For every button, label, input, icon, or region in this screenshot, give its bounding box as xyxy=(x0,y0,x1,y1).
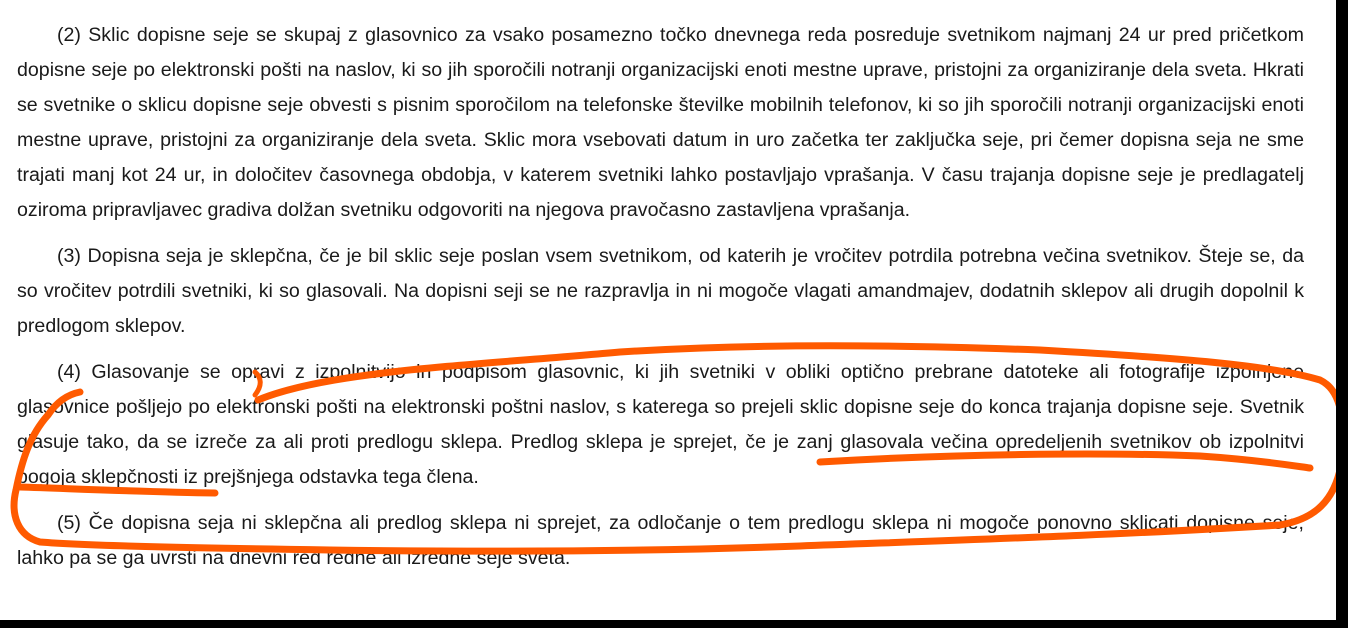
document-body xyxy=(17,18,1304,587)
paragraph-4: (4) Glasovanje se opravi z izpolnitvijo in podpisom glasovnic, ki jih svetniki v obliki optično prebrane datoteke ali fotografije izpolnjene glasovnice pošljejo po elektronski pošti na elektronski poštni naslov, s katerega so prejeli sklic dopisne seje do konca trajanja dopisne seje. Svetnik glasuje tako, da se izreče za ali proti predlogu sklepa. Predlog sklepa je sprejet, če je zanj glasovala večina opredeljenih svetnikov ob izpolnitvi pogoja sklepčnosti iz prejšnjega odstavka tega člena. xyxy=(17,361,1304,488)
paragraph-3: (3) Dopisna seja je sklepčna, če je bil sklic seje poslan vsem svetnikom, od katerih je vročitev potrdila potrebna večina svetnikov. Šteje se, da so vročitev potrdili svetniki, ki so glasovali. Na dopisni seji se ne razpravlja in ni mogoče vlagati amandmajev, dodatnih sklepov ali drugih dopolnil k predlogom sklepov. xyxy=(17,245,1304,337)
paragraph-5: (5) Če dopisna seja ni sklepčna ali predlog sklepa ni sprejet, za odločanje o tem predlogu sklepa ni mogoče ponovno sklicati dopisne seje, lahko pa se ga uvrsti na dnevni red redne ali izredne seje sveta. xyxy=(17,512,1304,569)
paragraph-2: (2) Sklic dopisne seje se skupaj z glasovnico za vsako posamezno točko dnevnega reda posreduje svetnikom najmanj 24 ur pred pričetkom dopisne seje po elektronski pošti na naslov, ki so jih sporočili notranji organizacijski enoti mestne uprave, pristojni za organiziranje dela sveta. Hkrati se svetnike o sklicu dopisne seje obvesti s pisnim sporočilom na telefonske številke mobilnih telefonov, ki so jih sporočili notranji organizacijski enoti mestne uprave, pristojni za organiziranje dela sveta. Sklic mora vsebovati datum in uro začetka ter zaključka seje, pri čemer dopisna seja ne sme trajati manj kot 24 ur, in določitev časovnega obdobja, v katerem svetniki lahko postavljajo vprašanja. V času trajanja dopisne seje je predlagatelj oziroma pripravljavec gradiva dolžan svetniku odgovoriti na njegova pravočasno zastavljena vprašanja. xyxy=(17,24,1304,221)
